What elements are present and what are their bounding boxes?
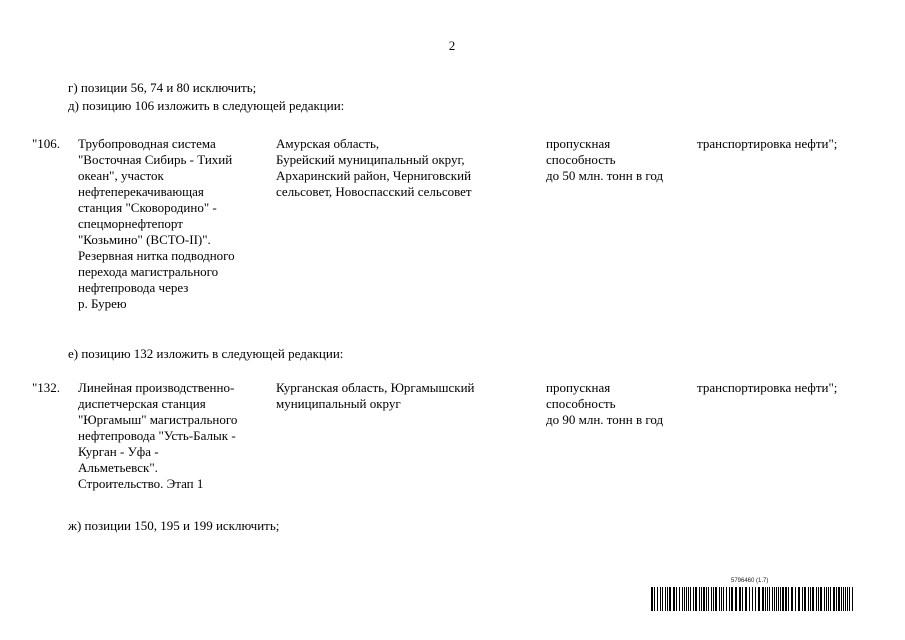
item-zh: ж) позиции 150, 195 и 199 исключить; bbox=[68, 518, 280, 533]
region-line: Амурская область, bbox=[276, 136, 380, 151]
name-line: Строительство. Этап 1 bbox=[78, 476, 204, 491]
capacity-line: способность bbox=[546, 396, 616, 411]
region-line: сельсовет, Новоспасский сельсовет bbox=[276, 184, 472, 199]
entry-capacity bbox=[546, 136, 663, 184]
barcode-label: 5796460 (1.7) bbox=[731, 578, 769, 584]
capacity-line: пропускная bbox=[546, 136, 611, 151]
name-line: Трубопроводная система bbox=[78, 136, 216, 151]
name-line: станция "Сковородино" - bbox=[78, 200, 217, 215]
entry-name bbox=[78, 380, 237, 492]
item-g: г) позиции 56, 74 и 80 исключить; bbox=[68, 80, 257, 95]
name-line: нефтепровода через bbox=[78, 280, 189, 295]
region-line: Архаринский район, Черниговский bbox=[276, 168, 472, 183]
name-line: "Восточная Сибирь - Тихий bbox=[78, 152, 233, 167]
name-line: спецморнефтепорт bbox=[78, 216, 183, 231]
entry-capacity bbox=[546, 380, 663, 428]
name-line: Альметьевск". bbox=[78, 460, 158, 475]
entry-region bbox=[276, 136, 472, 200]
capacity-line: способность bbox=[546, 152, 616, 167]
name-line: нефтеперекачивающая bbox=[78, 184, 204, 199]
entry-purpose: транспортировка нефти"; bbox=[697, 136, 838, 151]
region-line: Курганская область, Юргамышский bbox=[276, 380, 475, 395]
name-line: Курган - Уфа - bbox=[78, 444, 159, 459]
region-line: муниципальный округ bbox=[276, 396, 401, 411]
item-d: д) позицию 106 изложить в следующей редакции: bbox=[68, 98, 345, 113]
entry-name bbox=[78, 136, 235, 312]
name-line: Резервная нитка подводного bbox=[78, 248, 235, 263]
name-line: нефтепровода "Усть-Балык - bbox=[78, 428, 236, 443]
name-line: Линейная производственно- bbox=[78, 380, 235, 395]
entry-region bbox=[276, 380, 475, 412]
item-e: е) позицию 132 изложить в следующей редакции: bbox=[68, 346, 344, 361]
name-line: перехода магистрального bbox=[78, 264, 219, 279]
name-line: "Юргамыш" магистрального bbox=[78, 412, 238, 427]
barcode bbox=[651, 587, 855, 611]
entry-purpose: транспортировка нефти"; bbox=[697, 380, 838, 395]
entry-number: "106. bbox=[32, 136, 61, 151]
capacity-line: до 90 млн. тонн в год bbox=[546, 412, 664, 427]
capacity-line: пропускная bbox=[546, 380, 611, 395]
page-number: 2 bbox=[448, 38, 456, 53]
name-line: океан", участок bbox=[78, 168, 164, 183]
capacity-line: до 50 млн. тонн в год bbox=[546, 168, 664, 183]
name-line: диспетчерская станция bbox=[78, 396, 206, 411]
region-line: Бурейский муниципальный округ, bbox=[276, 152, 465, 167]
name-line: р. Бурею bbox=[78, 296, 127, 311]
name-line: "Козьмино" (ВСТО-II)". bbox=[78, 232, 211, 247]
entry-number: "132. bbox=[32, 380, 61, 395]
